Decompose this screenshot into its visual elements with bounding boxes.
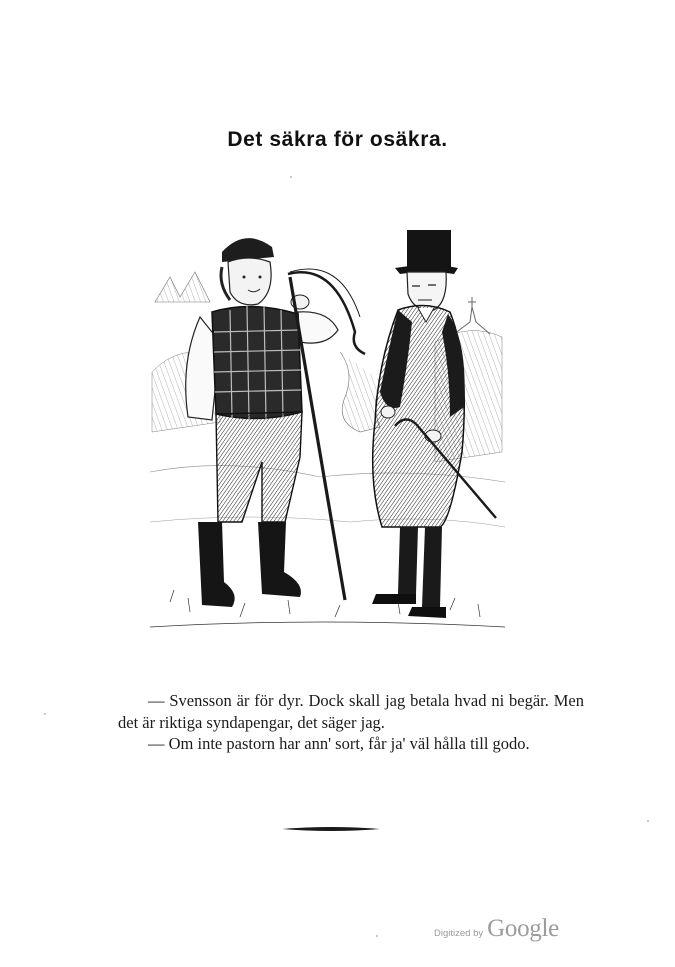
- ornamental-divider: [282, 823, 380, 835]
- digitized-prefix: Digitized by: [434, 928, 484, 939]
- page-title: Det säkra för osäkra.: [227, 128, 448, 151]
- engraving-illustration: [150, 222, 505, 634]
- paper-speck: [376, 935, 378, 937]
- paper-speck: [290, 176, 292, 178]
- body-text: [118, 690, 584, 755]
- paper-speck: [647, 820, 649, 822]
- pastor-figure: [372, 230, 465, 618]
- google-logo: Google: [487, 915, 559, 942]
- dialogue-paragraph-1: — Svensson är för dyr. Dock skall jag betala hvad ni begär. Men det är riktiga syndapengar, det säger jag.: [118, 691, 584, 732]
- dialogue-paragraph-2: — Om inte pastorn har ann' sort, får ja' väl hålla till godo.: [148, 734, 530, 753]
- digitized-watermark: [434, 915, 559, 943]
- paper-speck: [44, 713, 46, 715]
